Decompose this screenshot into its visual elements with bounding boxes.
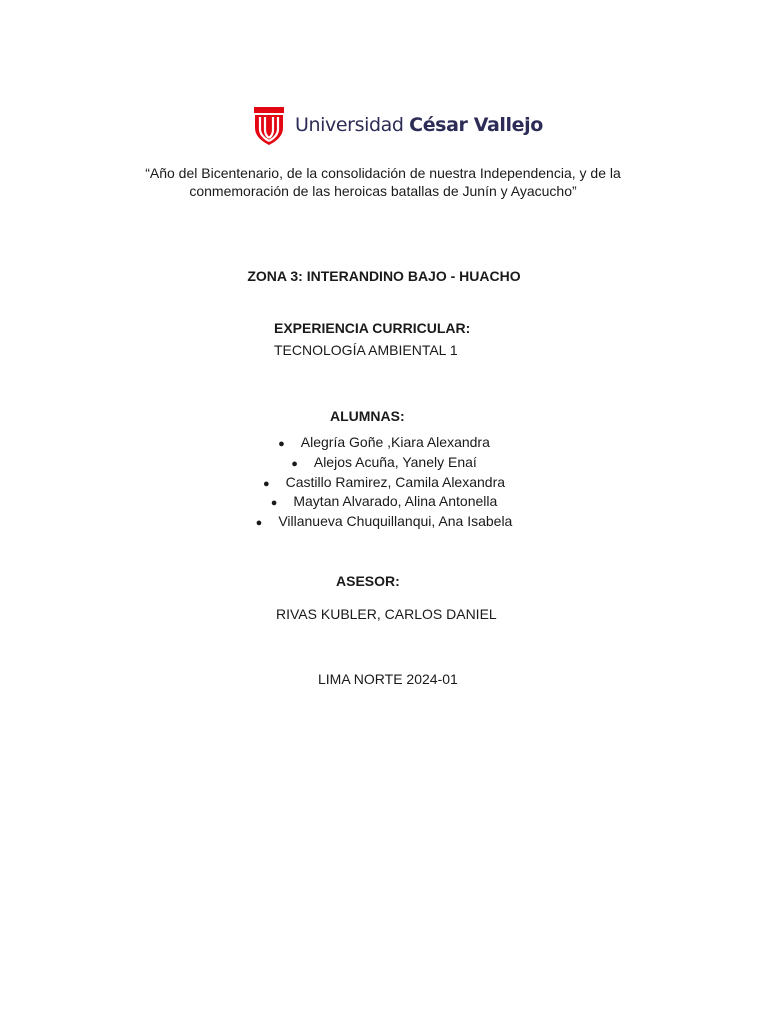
students-list [0,434,768,533]
bullet-icon: ● [255,517,263,530]
bullet-icon: ● [270,497,278,510]
student-name: Castillo Ramirez, Camila Alexandra [285,473,506,490]
student-name: Villanueva Chuquillanqui, Ana Isabela [278,513,513,530]
bullet-icon: ● [262,477,270,490]
ucv-shield-icon [252,104,286,146]
zone-heading: ZONA 3: INTERANDINO BAJO - HUACHO [247,268,521,284]
university-logo [252,104,543,146]
logo-wordmark [295,114,543,136]
advisor-label: ASESOR: [336,573,400,589]
advisor-name: RIVAS KUBLER, CARLOS DANIEL [276,606,497,622]
location-date: LIMA NORTE 2024-01 [318,671,458,687]
list-item [0,474,768,494]
students-label: ALUMNAS: [330,408,405,424]
year-motto: “Año del Bicentenario, de la consolidación de nuestra Independencia, y de la conmemoración de las heroicas batallas de Junín y Ayacucho” [145,165,621,199]
student-name: Maytan Alvarado, Alina Antonella [293,493,498,510]
course-label: EXPERIENCIA CURRICULAR: [274,320,471,336]
student-name: Alegría Goñe ,Kiara Alexandra [300,434,490,450]
logo-text-bold: César Vallejo [409,114,543,136]
list-item [0,493,768,513]
bullet-icon: ● [291,457,298,470]
list-item [0,434,768,454]
student-name: Alejos Acuña, Yanely Enaí [313,453,477,470]
bullet-icon: ● [278,438,285,450]
course-value: TECNOLOGÍA AMBIENTAL 1 [274,342,458,358]
list-item [0,513,768,533]
logo-text-regular: Universidad [295,114,404,136]
list-item [0,454,768,474]
